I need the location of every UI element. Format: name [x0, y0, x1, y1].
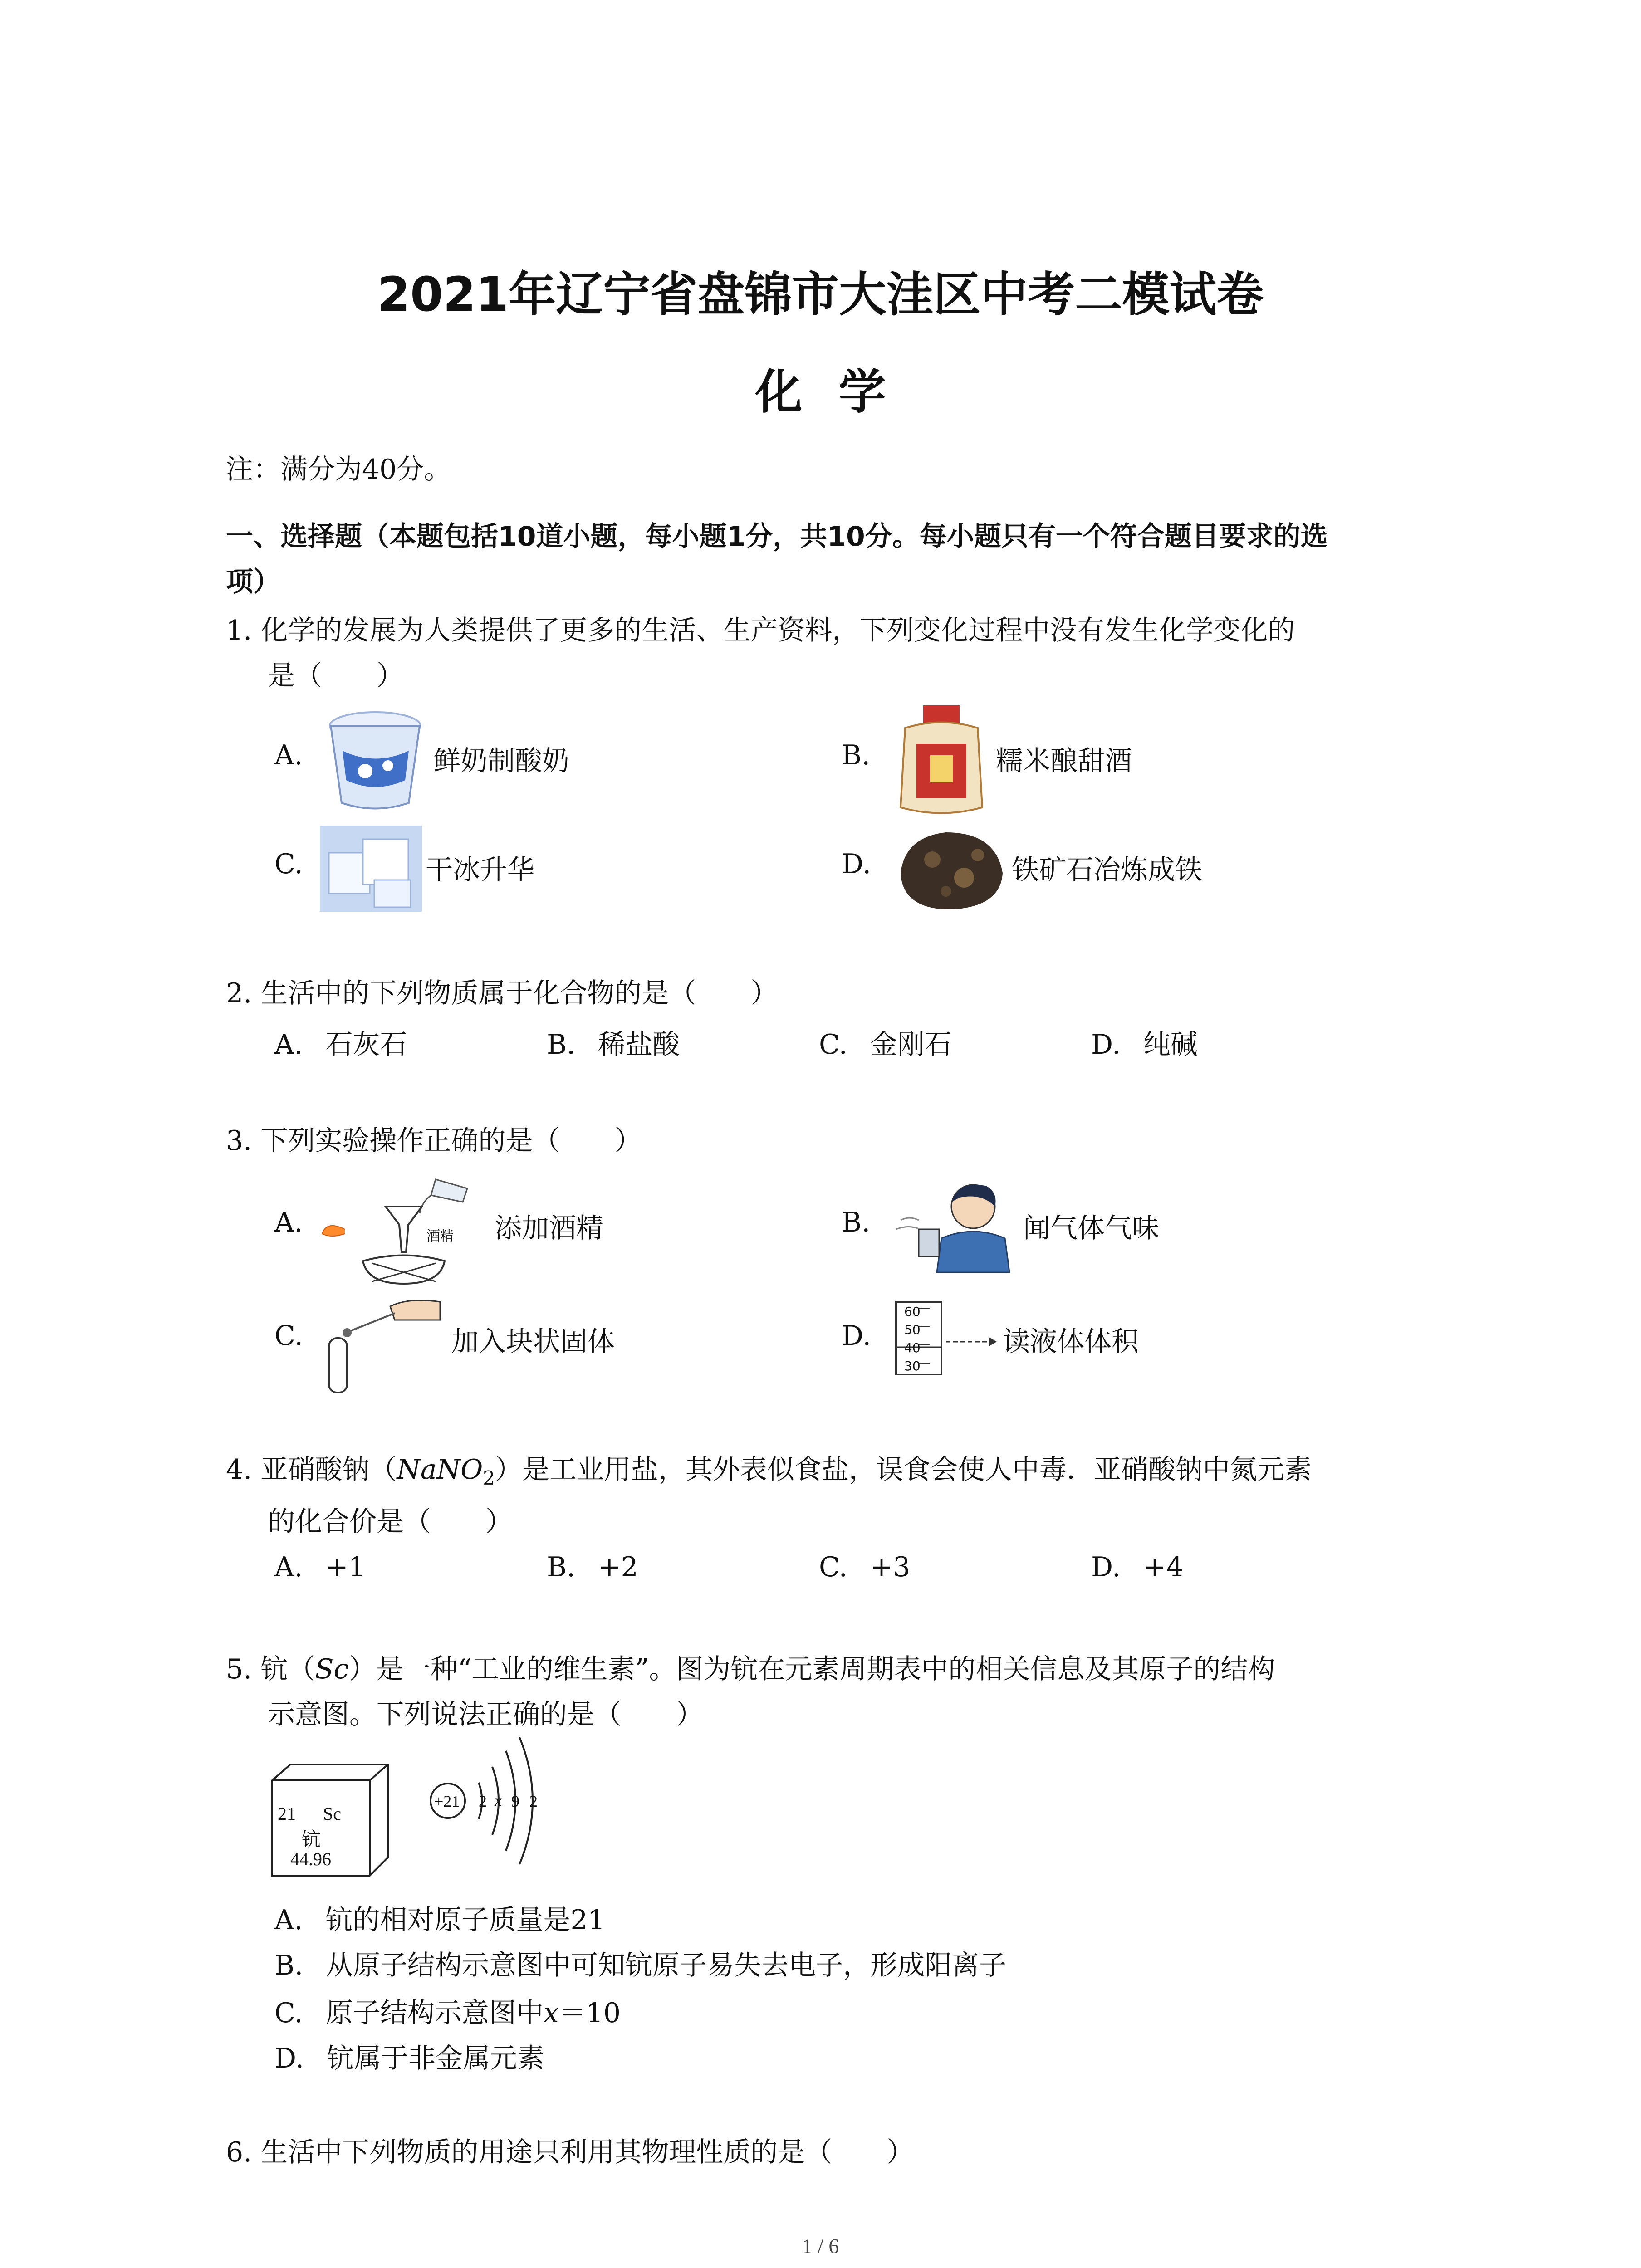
- section-heading-line1: 一、选择题（本题包括10道小题，每小题1分，共10分。每小题只有一个符合题目要求的选: [226, 521, 1328, 552]
- yogurt-cup-icon: [324, 708, 426, 814]
- q1-stem-line1: 1. 化学的发展为人类提供了更多的生活、生产资料，下列变化过程中没有发生化学变化的: [226, 615, 1295, 646]
- q3-option-a-letter: A.: [274, 1207, 303, 1238]
- q4-option-a: A. +1: [274, 1551, 366, 1583]
- q2-option-b: B. 稀盐酸: [547, 1029, 680, 1061]
- q3-option-c-text: 加入块状固体: [451, 1326, 615, 1358]
- atom-shell-4: 2: [529, 1792, 538, 1810]
- q1-option-d-text: 铁矿石冶炼成铁: [1012, 854, 1202, 886]
- q2-option-c: C. 金刚石: [819, 1029, 952, 1061]
- q1-stem-line2: 是（ ）: [268, 660, 404, 692]
- q1-option-b-text: 糯米酿甜酒: [996, 745, 1132, 777]
- subject-title: 化学: [755, 364, 922, 420]
- q3-option-b-text: 闻气体气味: [1023, 1212, 1159, 1244]
- q4-option-c: C. +3: [819, 1551, 911, 1583]
- q3-option-a-text: 添加酒精: [495, 1212, 603, 1244]
- q3-stem: 3. 下列实验操作正确的是（ ）: [226, 1125, 642, 1157]
- q2-stem: 2. 生活中的下列物质属于化合物的是（ ）: [226, 978, 778, 1009]
- atom-nucleus-charge: +21: [434, 1792, 460, 1810]
- cylinder-tick-60: 60: [904, 1304, 921, 1319]
- smelling-gas-icon: [892, 1175, 1021, 1275]
- test-tube-icon: [318, 1288, 445, 1397]
- element-atomic-number: 21: [278, 1804, 296, 1824]
- section-heading-line2: 项）: [226, 566, 280, 598]
- cylinder-tick-30: 30: [904, 1359, 921, 1374]
- atom-shell-3: 9: [511, 1792, 519, 1810]
- q1-option-d-letter: D.: [842, 848, 872, 880]
- q1-option-a-text: 鲜奶制酸奶: [433, 745, 569, 777]
- q2-option-d: D. 纯碱: [1091, 1029, 1198, 1061]
- alcohol-lamp-icon: [318, 1170, 499, 1288]
- element-atomic-mass: 44.96: [290, 1849, 331, 1869]
- cylinder-tick-40: 40: [904, 1340, 921, 1355]
- q4-option-b: B. +2: [547, 1551, 638, 1583]
- q1-option-c-letter: C.: [274, 848, 303, 880]
- element-symbol: Sc: [323, 1804, 341, 1824]
- q1-option-b-letter: B.: [842, 739, 871, 771]
- cylinder-tick-50: 50: [904, 1322, 921, 1337]
- q5-option-d: D. 钪属于非金属元素: [274, 2043, 545, 2074]
- iron-ore-icon: [892, 823, 1009, 914]
- element-name: 钪: [302, 1828, 321, 1850]
- page-title: 2021年辽宁省盘锦市大洼区中考二模试卷: [377, 267, 1264, 322]
- dry-ice-icon: [320, 826, 422, 912]
- q3-option-d-letter: D.: [842, 1320, 872, 1352]
- q5-option-a: A. 钪的相对原子质量是21: [274, 1904, 605, 1936]
- atom-shell-2: x: [495, 1791, 502, 1809]
- element-symbol-sc: Sc: [315, 1653, 349, 1685]
- q3-option-d-text: 读液体体积: [1003, 1326, 1139, 1358]
- q6-stem: 6. 生活中下列物质的用途只利用其物理性质的是（ ）: [226, 2136, 914, 2168]
- page-number: 1 / 6: [802, 2234, 839, 2258]
- q4-stem-line1: 4. 亚硝酸钠（NaNO$_2$）是工业用盐，其外表似食盐，误食会使人中毒．亚硝酸钠中氮元素: [226, 1454, 1312, 1489]
- q2-option-a: A. 石灰石: [274, 1029, 407, 1061]
- wine-jar-icon: [892, 703, 991, 819]
- formula-nano2: NaNO: [397, 1454, 483, 1486]
- q4-option-d: D. +4: [1091, 1551, 1184, 1583]
- score-note: 注：满分为40分。: [226, 454, 451, 485]
- q3-option-b-letter: B.: [842, 1207, 871, 1238]
- q5-stem-line2: 示意图。下列说法正确的是（ ）: [268, 1699, 703, 1730]
- q1-option-a-letter: A.: [274, 739, 303, 771]
- q5-option-c: C. 原子结构示意图中x＝10: [274, 1997, 621, 2029]
- q1-option-c-text: 干冰升华: [426, 854, 534, 886]
- q3-option-c-letter: C.: [274, 1320, 303, 1352]
- q4-stem-line2: 的化合价是（ ）: [268, 1506, 513, 1538]
- q3-option-a-image-label: 酒精: [426, 1228, 454, 1244]
- q5-stem-line1: 5. 钪（Sc）是一种“工业的维生素”。图为钪在元素周期表中的相关信息及其原子的结构: [226, 1653, 1275, 1685]
- q5-option-b: B. 从原子结构示意图中可知钪原子易失去电子，形成阳离子: [274, 1950, 1007, 1981]
- atom-shell-1: 2: [479, 1792, 487, 1810]
